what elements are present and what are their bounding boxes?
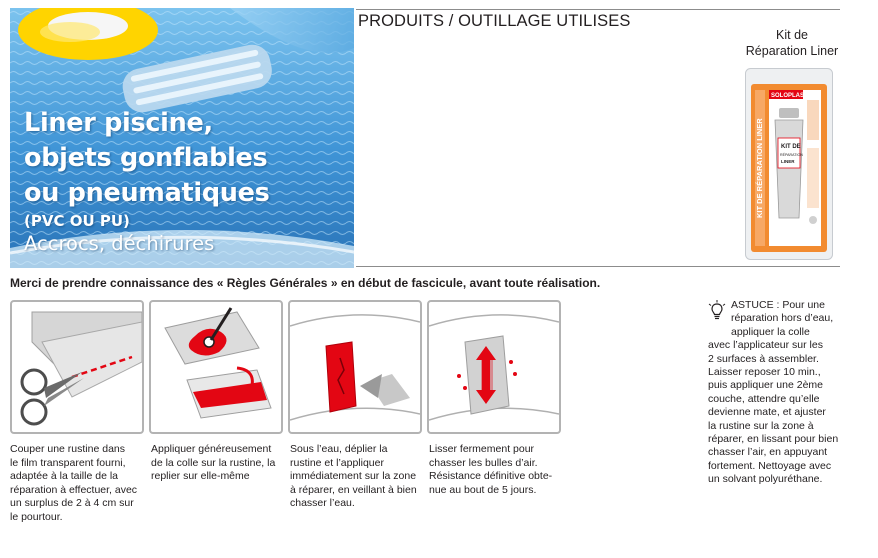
hero-title-line-1: Liner piscine, bbox=[24, 108, 213, 138]
caption-line: chasser les bulles d’air. bbox=[429, 456, 538, 469]
hero-title-line-3: ou pneumatiques bbox=[24, 178, 270, 208]
step-3-caption bbox=[290, 443, 417, 511]
tip-line: la rustine sur la zone à bbox=[708, 419, 814, 432]
products-bottom-divider bbox=[356, 266, 840, 267]
tip-line: un solvant polyuréthane. bbox=[708, 473, 823, 486]
tip-text bbox=[708, 299, 848, 487]
step-4-caption bbox=[429, 443, 552, 497]
tip-line: Laisser reposer 10 min., bbox=[708, 366, 821, 379]
caption-line: réparation à effectuer, avec bbox=[10, 483, 138, 496]
tip-line: devienne mate, et ajuster bbox=[708, 406, 826, 419]
caption-line: nue au bout de 5 jours. bbox=[429, 483, 537, 496]
smooth-patch-icon bbox=[429, 302, 559, 432]
hero-subtitle-2: Accrocs, déchirures bbox=[24, 232, 215, 255]
tube-label-3: LINER bbox=[781, 159, 795, 164]
products-heading: PRODUITS / OUTILLAGE UTILISES bbox=[358, 12, 631, 30]
repair-kit-package-image bbox=[745, 68, 833, 260]
tip-line: avec l’applicateur sur les bbox=[708, 339, 823, 352]
intro-text: Merci de prendre connaissance des « Règles Générales » en début de fascicule, avant toute réalisation. bbox=[10, 276, 601, 290]
tube-label-1: KIT DE bbox=[781, 144, 801, 150]
step-2-illustration bbox=[149, 300, 283, 434]
caption-line: Lisser fermement pour bbox=[429, 443, 535, 455]
caption-line: Couper une rustine dans bbox=[10, 443, 125, 455]
step-3-illustration bbox=[288, 300, 422, 434]
tip-line: réparer, en lissant pour bien bbox=[708, 433, 839, 446]
hero-text bbox=[24, 106, 270, 257]
tip-line: couche, attendre qu’elle bbox=[708, 392, 820, 405]
caption-line: chasser l’eau. bbox=[290, 497, 355, 509]
caption-line: le film transparent fourni, bbox=[10, 456, 126, 469]
caption-line: Sous l’eau, déplier la bbox=[290, 443, 388, 455]
kit-label bbox=[740, 27, 844, 59]
pack-side-text: KIT DE RÉPARATION LINER bbox=[755, 118, 764, 218]
products-top-divider bbox=[356, 9, 840, 10]
caption-line: le pourtour. bbox=[10, 510, 63, 523]
caption-line: replier sur elle-même bbox=[151, 470, 250, 482]
patch-apply-underwater-icon bbox=[290, 302, 420, 432]
step-1-caption bbox=[10, 443, 137, 524]
hero-subtitle: (PVC OU PU) bbox=[24, 212, 130, 230]
caption-line: un surplus de 2 à 4 cm sur bbox=[10, 497, 134, 509]
tip-line: fortement. Nettoyage avec bbox=[708, 459, 832, 472]
caption-line: immédiatement sur la zone bbox=[290, 470, 417, 482]
hero-title-line-2: objets gonflables bbox=[24, 143, 268, 173]
kit-label-line-2: Réparation Liner bbox=[745, 44, 839, 58]
glue-apply-icon bbox=[151, 302, 281, 432]
kit-label-line-1: Kit de bbox=[776, 28, 808, 42]
caption-line: adaptée à la taille de la bbox=[10, 470, 118, 482]
tip-line: chasser l’air, en appuyant bbox=[708, 446, 828, 459]
caption-line: Résistance définitive obte- bbox=[429, 470, 553, 482]
caption-line: de la colle sur la rustine, la bbox=[151, 456, 276, 469]
tip-line: réparation hors d’eau, bbox=[731, 312, 834, 325]
step-4-illustration bbox=[427, 300, 561, 434]
caption-line: à réparer, en veillant à bien bbox=[290, 483, 417, 496]
hero-banner bbox=[10, 8, 354, 268]
step-1-illustration bbox=[10, 300, 144, 434]
tube-label-2: RÉPARATION bbox=[780, 153, 803, 157]
tip-line: 2 surfaces à assembler. bbox=[708, 352, 819, 365]
tip-line: ASTUCE : Pour une bbox=[731, 299, 825, 311]
caption-line: Appliquer généreusement bbox=[151, 443, 272, 455]
step-2-caption bbox=[151, 443, 275, 484]
tip-line: puis appliquer une 2ème bbox=[708, 379, 823, 392]
caption-line: rustine et l’appliquer bbox=[290, 456, 384, 469]
pack-brand-text: SOLOPLAST bbox=[771, 93, 808, 99]
scissors-cut-icon bbox=[12, 302, 142, 432]
tip-line: appliquer la colle bbox=[731, 325, 810, 338]
